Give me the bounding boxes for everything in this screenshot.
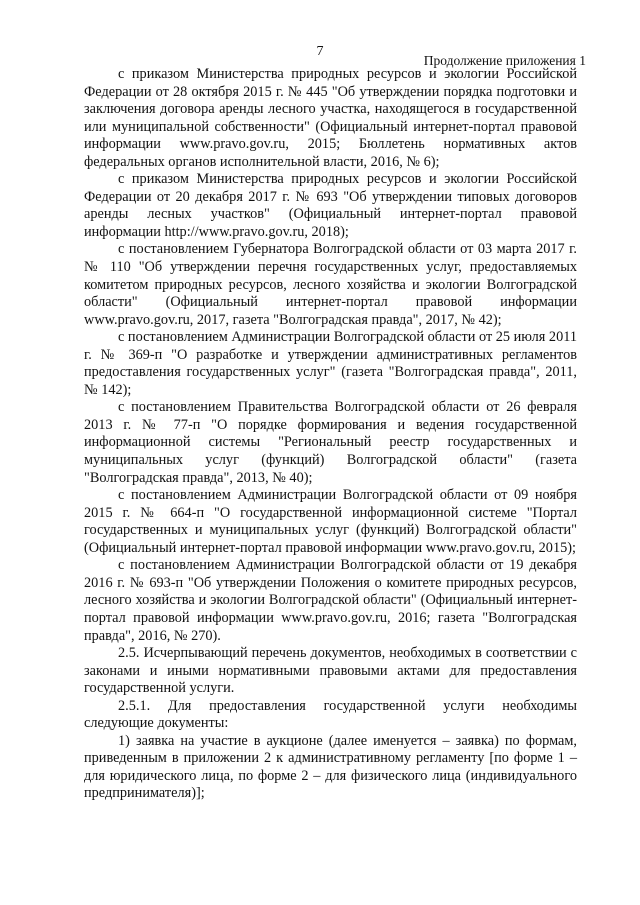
paragraph-decree-693p: с постановлением Администрации Волгоградской области от 19 декабря 2016 г. № 693-п "Об утверждении Положения о комитете природных ресурсов, лесного хозяйства и экологии Волгоградской области" (Официальный интернет-портал правовой информации www.pravo.gov.ru, 2016; газета "Волгоградская правда", 2016, № 270).: [84, 557, 577, 644]
paragraph-decree-77p: с постановлением Правительства Волгоградской области от 26 февраля 2013 г. № 77-п "О порядке формирования и ведения государственной информационной системы "Региональный реестр государственных и муниципальных услуг (функций) Волгоградской области" (газета "Волгоградская правда", 2013, № 40);: [84, 399, 577, 486]
appendix-continuation-note: Продолжение приложения 1: [423, 53, 586, 68]
paragraph-order-445: с приказом Министерства природных ресурсов и экологии Российской Федерации от 28 октября 2015 г. № 445 "Об утверждении порядка подготовки и заключения договора аренды лесного участка, находящегося в государственной или муниципальной собственности" (Официальный интернет-портал правовой информации www.pravo.gov.ru, 2015; Бюллетень нормативных актов федеральных органов исполнительной власти, 2016, № 6);: [84, 66, 577, 170]
paragraph-item-1-application: 1) заявка на участие в аукционе (далее именуется – заявка) по формам, приведенным в приложении 2 к административному регламенту [по форме 1 – для юридического лица, по форме 2 – для физического лица (индивидуального предпринимателя)];: [84, 732, 577, 802]
paragraph-section-2-5-1: 2.5.1. Для предоставления государственной услуги необходимы следующие документы:: [84, 697, 577, 732]
paragraph-order-693: с приказом Министерства природных ресурсов и экологии Российской Федерации от 20 декабря 2017 г. № 693 "Об утверждении типовых договоров аренды лесных участков" (Официальный интернет-портал правовой информации http://www.pravo.gov.ru, 2018);: [84, 171, 577, 240]
paragraph-section-2-5: 2.5. Исчерпывающий перечень документов, необходимых в соответствии с законами и иными нормативными правовыми актами для предоставления государственной услуги.: [84, 645, 577, 697]
paragraph-decree-369p: с постановлением Администрации Волгоградской области от 25 июля 2011 г. № 369-п "О разработке и утверждении административных регламентов предоставления государственных услуг" (газета "Волгоградская правда", 2011, № 142);: [84, 329, 577, 398]
document-body: [84, 66, 577, 803]
paragraph-decree-664p: с постановлением Администрации Волгоградской области от 09 ноября 2015 г. № 664-п "О государственной информационной системе "Портал государственных и муниципальных услуг (функций) Волгоградской области" (Официальный интернет-портал правовой информации www.pravo.gov.ru, 2015);: [84, 487, 577, 556]
page-number: 7: [316, 44, 324, 59]
paragraph-governor-decree-110: с постановлением Губернатора Волгоградской области от 03 марта 2017 г. № 110 "Об утверждении перечня государственных услуг, предоставляемых комитетом природных ресурсов, лесного хозяйства и экологии Волгоградской области" (Официальный интернет-портал правовой информации www.pravo.gov.ru, 2017, газета "Волгоградская правда", 2017, № 42);: [84, 241, 577, 328]
